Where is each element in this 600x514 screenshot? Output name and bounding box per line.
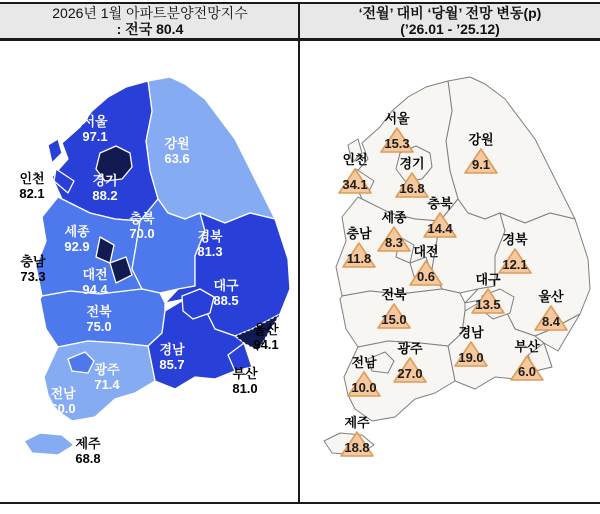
triangle-wrap	[509, 354, 545, 382]
region-index-value: 92.9	[64, 239, 90, 254]
right-title-line1: ‘전월’ 대비 ‘당월’ 전망 변동(p)	[358, 5, 542, 21]
region-index-value: 97.1	[82, 129, 108, 144]
header-row	[0, 2, 600, 41]
region-name: 경남	[458, 325, 484, 340]
triangle-wrap	[463, 147, 499, 175]
right-map-title	[300, 4, 600, 38]
region-change-value: 15.3	[384, 136, 410, 151]
index-label-jeju	[75, 436, 100, 466]
region-change-value: 8.4	[541, 314, 561, 329]
region-change-value: 11.8	[346, 251, 372, 266]
index-label-chungnam	[20, 254, 45, 284]
region-name: 충남	[346, 226, 372, 241]
region-index-value: 88.5	[213, 293, 239, 308]
region-index-value: 60.0	[50, 401, 76, 416]
region-name: 경북	[502, 232, 528, 247]
region-change-value: 9.1	[471, 157, 491, 172]
change-marker-jeju	[320, 415, 394, 458]
region-name: 인천	[19, 171, 45, 186]
left-title-line1: 2026년 1월 아파트분양전망지수	[52, 5, 248, 21]
index-label-jeonbuk	[86, 304, 111, 334]
index-label-gyeongnam	[159, 342, 184, 372]
triangle-wrap	[376, 302, 412, 330]
region-index-value: 81.0	[232, 381, 258, 396]
index-label-busan	[232, 366, 257, 396]
region-name: 울산	[253, 322, 279, 337]
region-name: 광주	[94, 362, 120, 377]
triangle-wrap	[394, 171, 430, 199]
index-label-chungbuk	[129, 211, 154, 241]
change-marker-gyeonggi	[375, 156, 449, 199]
region-name: 충북	[427, 196, 453, 211]
region-change-value: 8.3	[384, 235, 404, 250]
triangle-wrap	[346, 370, 382, 398]
region-change-value: 14.4	[427, 221, 453, 236]
index-label-gangwon	[164, 136, 189, 166]
region-change-value: 10.0	[351, 380, 377, 395]
region-name: 세종	[64, 224, 90, 239]
bottom-frame-line	[0, 502, 600, 504]
region-change-value: 18.8	[344, 440, 370, 455]
region-name: 부산	[514, 339, 540, 354]
triangle-wrap	[470, 287, 506, 315]
region-index-value: 94.1	[253, 337, 279, 352]
change-marker-gangwon	[444, 132, 518, 175]
index-label-sejong	[64, 224, 89, 254]
region-index-value: 75.0	[86, 319, 112, 334]
triangle-wrap	[341, 241, 377, 269]
change-marker-busan	[490, 339, 564, 382]
region-change-value: 15.0	[381, 312, 407, 327]
region-name: 경남	[159, 342, 185, 357]
region-shape-incheon	[48, 139, 62, 163]
region-name: 강원	[164, 136, 190, 151]
index-label-seoul	[82, 114, 107, 144]
region-name: 경기	[92, 173, 118, 188]
region-name: 강원	[468, 132, 494, 147]
triangle-wrap	[453, 340, 489, 368]
triangle-wrap	[339, 430, 375, 458]
region-change-value: 13.5	[475, 297, 501, 312]
region-change-value: 12.1	[502, 257, 528, 272]
region-name: 전북	[381, 287, 407, 302]
region-name: 대구	[213, 278, 239, 293]
triangle-wrap	[497, 247, 533, 275]
region-index-value: 82.1	[19, 186, 45, 201]
region-index-value: 70.0	[129, 226, 155, 241]
left-map-title	[0, 4, 300, 38]
region-name: 세종	[381, 210, 407, 225]
region-name: 대전	[82, 267, 108, 282]
region-name: 경기	[399, 156, 425, 171]
region-shape-jeju	[24, 433, 74, 455]
index-label-jeonnam	[50, 386, 75, 416]
region-name: 충남	[20, 254, 46, 269]
region-name: 대전	[413, 244, 439, 259]
change-map-panel	[300, 41, 600, 502]
right-title-line2: (’26.01 - ’25.12)	[400, 21, 500, 37]
index-label-gwangju	[94, 362, 119, 392]
change-marker-ulsan	[514, 289, 588, 332]
region-change-value: 0.6	[416, 269, 436, 284]
region-change-value: 19.0	[458, 350, 484, 365]
region-index-value: 81.3	[197, 244, 223, 259]
region-name: 전남	[351, 355, 377, 370]
region-index-value: 68.8	[75, 451, 101, 466]
region-name: 인천	[342, 152, 368, 167]
change-marker-chungnam	[322, 226, 396, 269]
index-label-daegu	[213, 278, 238, 308]
region-index-value: 73.3	[20, 269, 46, 284]
region-change-value: 34.1	[342, 177, 368, 192]
index-label-daejeon	[82, 267, 107, 297]
region-index-value: 71.4	[94, 377, 120, 392]
region-name: 전남	[50, 386, 76, 401]
region-index-value: 85.7	[159, 357, 185, 372]
triangle-wrap	[379, 126, 415, 154]
triangle-wrap	[408, 259, 444, 287]
region-name: 전북	[86, 304, 112, 319]
region-change-value: 6.0	[517, 364, 537, 379]
change-marker-gyeongbuk	[478, 232, 552, 275]
region-name: 대구	[475, 272, 501, 287]
triangle-wrap	[533, 304, 569, 332]
index-map-panel	[0, 41, 300, 502]
left-title-line2: : 전국 80.4	[116, 21, 184, 37]
region-name: 부산	[232, 366, 258, 381]
index-label-gyeongbuk	[197, 229, 222, 259]
region-index-value: 94.4	[82, 282, 108, 297]
region-name: 제주	[344, 415, 370, 430]
region-name: 충북	[129, 211, 155, 226]
region-name: 경북	[197, 229, 223, 244]
region-name: 제주	[75, 436, 101, 451]
region-index-value: 88.2	[92, 188, 118, 203]
region-name: 서울	[82, 114, 108, 129]
index-label-ulsan	[253, 322, 278, 352]
region-name: 서울	[384, 111, 410, 126]
triangle-wrap	[337, 167, 373, 195]
index-label-gyeonggi	[92, 173, 117, 203]
region-change-value: 27.0	[397, 366, 423, 381]
region-name: 광주	[397, 341, 423, 356]
region-index-value: 63.6	[164, 151, 190, 166]
region-name: 울산	[538, 289, 564, 304]
change-marker-jeonnam	[327, 355, 401, 398]
index-label-incheon	[19, 171, 44, 201]
change-marker-jeonbuk	[357, 287, 431, 330]
region-change-value: 16.8	[399, 181, 425, 196]
panel-divider-line	[298, 2, 300, 504]
change-marker-seoul	[360, 111, 434, 154]
